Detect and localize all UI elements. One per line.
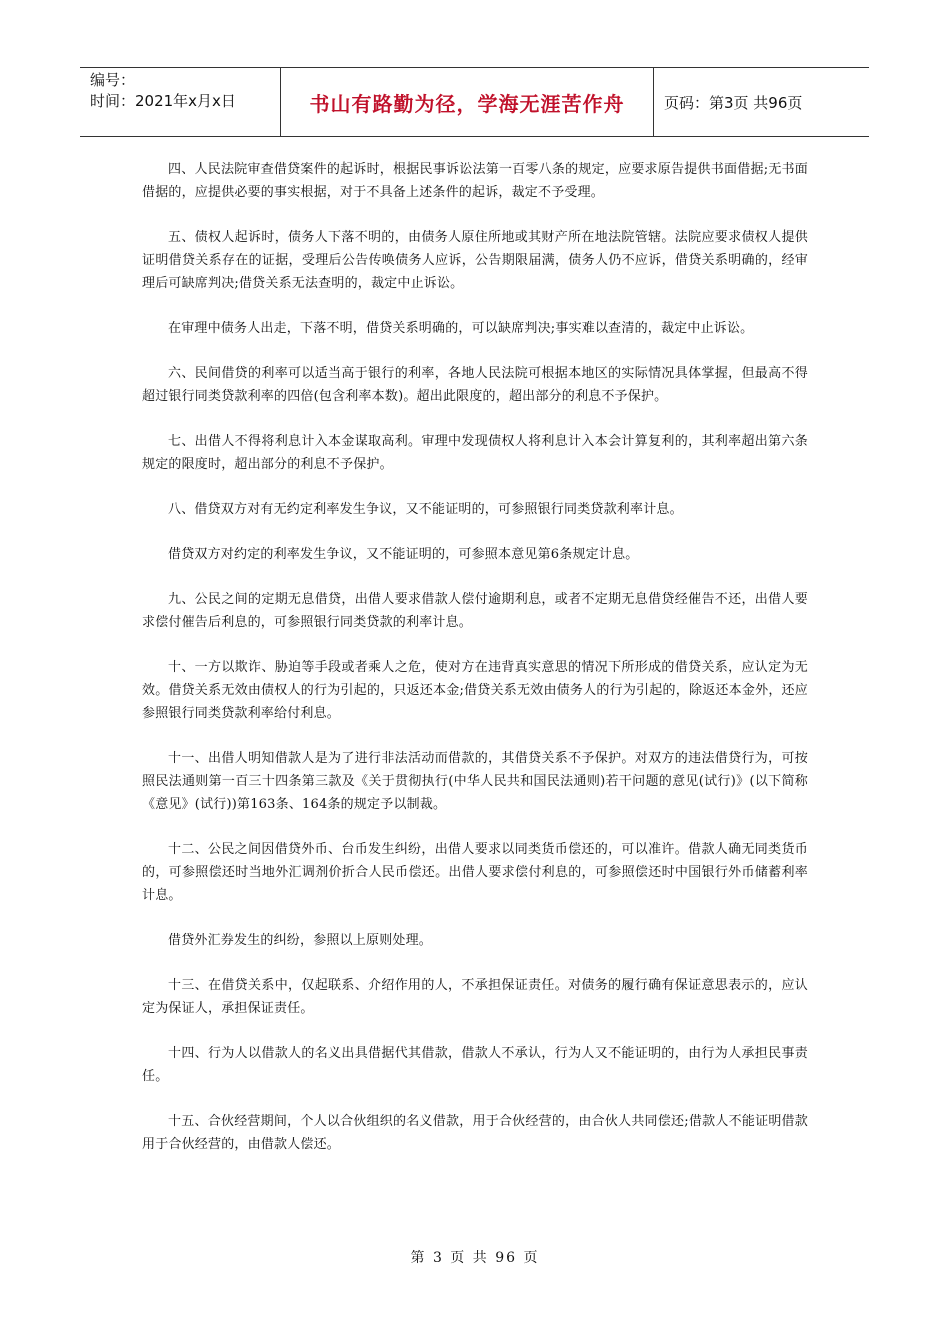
paragraph: 十三、在借贷关系中，仅起联系、介绍作用的人，不承担保证责任。对债务的履行确有保证意思表示的，应认定为保证人，承担保证责任。 (142, 978, 808, 1016)
paragraph: 九、公民之间的定期无息借贷，出借人要求借款人偿付逾期利息，或者不定期无息借贷经催告不还，出借人要求偿付催告后利息的，可参照银行同类贷款的利率计息。 (142, 592, 808, 630)
paragraph: 七、出借人不得将利息计入本金谋取高利。审理中发现债权人将利息计入本会计算复利的，其利率超出第六条规定的限度时，超出部分的利息不予保护。 (142, 434, 808, 472)
document-body (142, 158, 808, 1178)
header-page-info: 页码：第3页 共96页 (664, 93, 803, 112)
paragraph: 十、一方以欺诈、胁迫等手段或者乘人之危，使对方在违背真实意思的情况下所形成的借贷关系，应认定为无效。借贷关系无效由债权人的行为引起的，只返还本金;借贷关系无效由债务人的行为引起的，除返还本金外，还应参照银行同类贷款利率给付利息。 (142, 660, 808, 721)
page-header (80, 67, 869, 137)
paragraph: 四、人民法院审查借贷案件的起诉时，根据民事诉讼法第一百零八条的规定，应要求原告提供书面借据;无书面借据的，应提供必要的事实根据，对于不具备上述条件的起诉，裁定不予受理。 (142, 162, 808, 200)
paragraph: 十五、合伙经营期间，个人以合伙组织的名义借款，用于合伙经营的，由合伙人共同偿还;借款人不能证明借款用于合伙经营的，由借款人偿还。 (142, 1114, 808, 1152)
paragraph: 十四、行为人以借款人的名义出具借据代其借款，借款人不承认，行为人又不能证明的，由行为人承担民事责任。 (142, 1046, 808, 1084)
header-slogan: 书山有路勤为径，学海无涯苦作舟 (281, 68, 654, 136)
page-footer: 第 3 页 共 96 页 (410, 1250, 540, 1266)
paragraph: 借贷外汇券发生的纠纷，参照以上原则处理。 (168, 933, 433, 948)
paragraph: 五、债权人起诉时，债务人下落不明的，由债务人原住所地或其财产所在地法院管辖。法院应要求债权人提供证明借贷关系存在的证据，受理后公告传唤债务人应诉，公告期限届满，债务人仍不应诉，借贷关系明确的，经审理后可缺席判决;借贷关系无法查明的，裁定中止诉讼。 (142, 230, 808, 291)
paragraph: 八、借贷双方对有无约定利率发生争议，又不能证明的，可参照银行同类贷款利率计息。 (168, 502, 683, 517)
document-number-label: 编号： (90, 71, 136, 89)
paragraph: 借贷双方对约定的利率发生争议，又不能证明的，可参照本意见第6条规定计息。 (168, 547, 639, 562)
paragraph: 六、民间借贷的利率可以适当高于银行的利率，各地人民法院可根据本地区的实际情况具体掌握，但最高不得超过银行同类贷款利率的四倍(包含利率本数)。超出此限度的，超出部分的利息不予保护。 (142, 366, 808, 404)
paragraph: 在审理中债务人出走，下落不明，借贷关系明确的，可以缺席判决;事实难以查清的，裁定中止诉讼。 (168, 321, 754, 336)
document-date-label: 时间：2021年x月x日 (90, 92, 236, 110)
paragraph: 十一、出借人明知借款人是为了进行非法活动而借款的，其借贷关系不予保护。对双方的违法借贷行为，可按照民法通则第一百三十四条第三款及《关于贯彻执行(中华人民共和国民法通则)若干问题的意见(试行)》(以下简称《意见》(试行))第163条、164条的规定予以制裁。 (142, 751, 808, 812)
paragraph: 十二、公民之间因借贷外币、台币发生纠纷，出借人要求以同类货币偿还的，可以准许。借款人确无同类货币的，可参照偿还时当地外汇调剂价折合人民币偿还。出借人要求偿付利息的，可参照偿还时中国银行外币储蓄利率计息。 (142, 842, 808, 903)
header-meta (80, 68, 281, 136)
